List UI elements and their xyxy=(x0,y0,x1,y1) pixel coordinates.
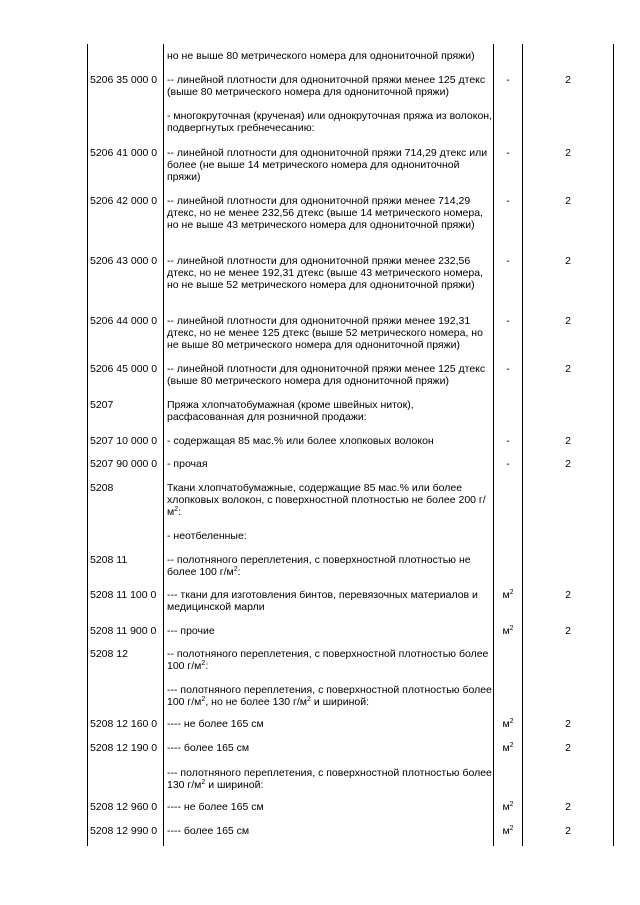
row-rate: 2 xyxy=(565,718,571,730)
row-code: 5206 43 000 0 xyxy=(90,255,158,267)
row-rate: 2 xyxy=(565,458,571,470)
row-code: 5208 xyxy=(90,482,114,494)
row-unit: - xyxy=(506,255,510,267)
row-description: -- линейной плотности для однониточной пряжи менее 232,56 дтекс, но не менее 192,31 дтекс (выше 43 метрического номера, но не выше 52 метрического номера для однониточной пряжи) xyxy=(167,255,483,291)
row-description: но не выше 80 метрического номера для однониточной пряжи) xyxy=(167,50,475,62)
row-description: - содержащая 85 мас.% или более хлопковых волокон xyxy=(167,435,434,447)
row-rate: 2 xyxy=(565,435,571,447)
row-description: -- линейной плотности для однониточной пряжи менее 125 дтекс (выше 80 метрического номера для однониточной пряжи) xyxy=(167,363,486,387)
column-divider-right xyxy=(613,44,614,846)
row-rate: 2 xyxy=(565,147,571,159)
row-code: 5206 45 000 0 xyxy=(90,363,158,375)
row-subheading: --- полотняного переплетения, с поверхностной плотностью более 100 $г/м^2$, но не более 130 $г/м^2$ и шириной: xyxy=(167,684,492,708)
row-code: 5207 xyxy=(90,399,114,411)
row-unit: $м^2$ xyxy=(502,825,514,837)
row-rate: 2 xyxy=(565,315,571,327)
row-description: -- линейной плотности для однониточной пряжи менее 125 дтекс (выше 80 метрического номера для однониточной пряжи) - многокруточная (крученая) или однокруточная пряжа из волокон, подвергнутых гребнечесанию: xyxy=(167,74,493,134)
row-unit: $м^2$ xyxy=(502,718,514,730)
row-description: ---- не более 165 см xyxy=(167,801,264,813)
column-divider-left xyxy=(87,44,88,846)
row-code: 5208 12 990 0 xyxy=(90,825,158,837)
column-divider-desc xyxy=(493,44,494,846)
column-divider-unit xyxy=(522,44,523,846)
row-rate: 2 xyxy=(565,195,571,207)
row-unit: - xyxy=(506,147,510,159)
row-code: 5206 35 000 0 xyxy=(90,74,158,86)
row-rate: 2 xyxy=(565,255,571,267)
row-rate: 2 xyxy=(565,625,571,637)
row-unit: $м^2$ xyxy=(502,742,514,754)
row-code: 5208 11 900 0 xyxy=(90,625,157,637)
row-code: 5208 12 160 0 xyxy=(90,718,158,730)
row-description: -- линейной плотности для однониточной пряжи менее 714,29 дтекс, но не менее 232,56 дтекс (выше 14 метрического номера, но не выше 43 метрического номера для однониточной пряжи) xyxy=(167,195,483,231)
row-rate: 2 xyxy=(565,825,571,837)
row-description: --- прочие xyxy=(167,625,215,637)
row-description: - прочая xyxy=(167,458,208,470)
row-description: -- линейной плотности для однониточной пряжи 714,29 дтекс или более (не выше 14 метрического номера для однониточной пряжи) xyxy=(167,147,488,183)
row-description: ---- не более 165 см xyxy=(167,718,264,730)
row-unit: $м^2$ xyxy=(502,589,514,601)
row-description: -- полотняного переплетения, с поверхностной плотностью не более 100 $г/м^2$: xyxy=(167,554,471,578)
row-description: --- ткани для изготовления бинтов, перевязочных материалов и медицинской марли xyxy=(167,589,478,613)
row-code: 5207 90 000 0 xyxy=(90,458,158,470)
row-code: 5206 42 000 0 xyxy=(90,195,158,207)
row-unit: - xyxy=(506,195,510,207)
row-unit: - xyxy=(506,315,510,327)
row-unit: - xyxy=(506,363,510,375)
row-description: ---- более 165 см xyxy=(167,742,250,754)
row-description: Ткани хлопчатобумажные, содержащие 85 мас.% или более хлопковых волокон, с поверхностной плотностью не более 200 $г/м^2$: - неотбеленные: xyxy=(167,482,492,542)
row-unit: - xyxy=(506,458,510,470)
row-rate: 2 xyxy=(565,363,571,375)
row-rate: 2 xyxy=(565,742,571,754)
row-description: --- полотняного переплетения, с поверхностной плотностью более 130 $г/м^2$ и шириной: xyxy=(167,767,492,791)
row-unit: $м^2$ xyxy=(502,625,514,637)
row-unit: - xyxy=(506,435,510,447)
row-description: -- полотняного переплетения, с поверхностной плотностью более 100 $г/м^2$: --- полотняного переплетения, с поверхностной плотностью более 100 $г/м^2$, но не более 130 $г/м^2$ и шириной: xyxy=(167,648,492,708)
row-code: 5208 12 190 0 xyxy=(90,742,158,754)
row-description: Пряжа хлопчатобумажная (кроме швейных ниток), расфасованная для розничной продажи: xyxy=(167,399,414,423)
row-description: -- линейной плотности для однониточной пряжи менее 192,31 дтекс, но не менее 125 дтекс (выше 52 метрического номера, но не выше 80 метрического номера для однониточной пряжи) xyxy=(167,315,483,351)
row-code: 5208 11 100 0 xyxy=(90,589,157,601)
row-subheading: - многокруточная (крученая) или однокруточная пряжа из волокон, подвергнутых гребнечесанию: xyxy=(167,110,493,134)
row-code: 5206 41 000 0 xyxy=(90,147,158,159)
row-code: 5208 12 960 0 xyxy=(90,801,158,813)
row-rate: 2 xyxy=(565,589,571,601)
row-code: 5208 12 xyxy=(90,648,128,660)
row-rate: 2 xyxy=(565,801,571,813)
row-subheading: - неотбеленные: xyxy=(167,530,247,542)
row-code: 5207 10 000 0 xyxy=(90,435,158,447)
row-unit: $м^2$ xyxy=(502,801,514,813)
column-divider-code xyxy=(163,44,164,846)
row-code: 5208 11 xyxy=(90,554,128,566)
row-description: ---- более 165 см xyxy=(167,825,250,837)
row-code: 5206 44 000 0 xyxy=(90,315,158,327)
row-unit: - xyxy=(506,74,510,86)
row-rate: 2 xyxy=(565,74,571,86)
